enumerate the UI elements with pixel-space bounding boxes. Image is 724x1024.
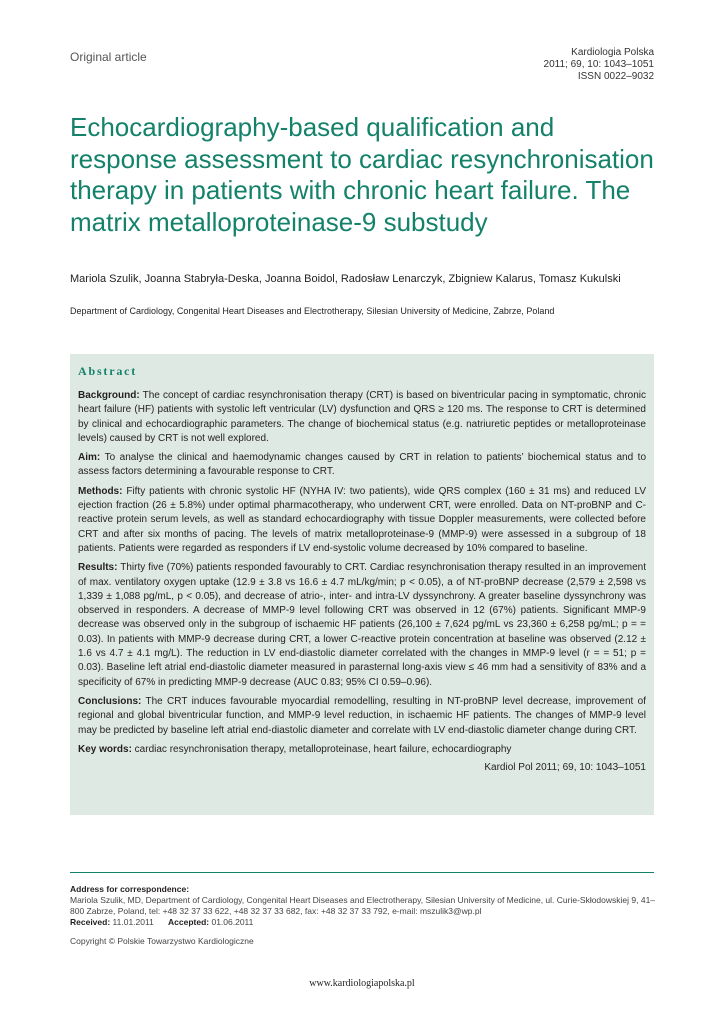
aim-text: To analyse the clinical and haemodynamic changes caused by CRT in relation to patients’ biochemical status and to assess factors determining a favourable response to CRT. xyxy=(78,452,646,478)
abstract-conclusions xyxy=(78,695,646,738)
dates-line xyxy=(70,917,660,928)
article-type: Original article xyxy=(70,50,147,64)
keywords-text: cardiac resynchronisation therapy, metalloproteinase, heart failure, echocardiography xyxy=(131,743,512,755)
aim-label: Aim: xyxy=(78,452,101,464)
abstract-results xyxy=(78,561,646,690)
accepted-label: Accepted: xyxy=(168,917,210,927)
abstract-keywords xyxy=(78,743,646,757)
journal-info xyxy=(544,47,654,83)
abstract-aim xyxy=(78,451,646,480)
copyright: Copyright © Polskie Towarzystwo Kardiologiczne xyxy=(70,936,254,946)
results-text: Thirty five (70%) patients responded favourably to CRT. Cardiac resynchronisation therapy resulted in an improvement of max. ventilatory oxygen uptake (12.9 ± 3.8 vs 16.6 ± 4.7 mL/kg/min; p < 0.05), a of NT-proBNP decrease (2,579 ± 2,598 vs 1,339 ± 1,088 pg/mL, p < 0.05), and decrease of atrio-, inter- and intra-LV dyssynchrony. A greater baseline dyssynchrony was observed in responders. A decrease of MMP-9 level following CRT was observed in 12 (67%) patients. Significant MMP-9 decrease was observed only in the subgroup of ischaemic HF patients (26,100 ± 7,624 pg/mL vs 23,360 ± 6,258 pg/mL; p = = 0.03). In patients with MMP-9 decrease during CRT, a lower C-reactive protein concentration at baseline was observed (2.12 ± 1.6 vs 4.7 ± 4.1 mg/L). The reduction in LV end-diastolic diameter correlated with the changes in MMP-9 level (r = = 51; p = 0.03). Baseline left atrial end-diastolic diameter measured in parasternal long-axis view ≤ 46 mm had a sensitivity of 83% and a specificity of 67% in predicting MMP-9 decrease (AUC 0.83; 95% CI 0.59–0.96). xyxy=(78,562,646,688)
results-label: Results: xyxy=(78,562,118,574)
website-link[interactable]: www.kardiologiapolska.pl xyxy=(309,978,415,989)
conclusions-label: Conclusions: xyxy=(78,695,142,707)
authors: Mariola Szulik, Joanna Stabryła-Deska, Joanna Boidol, Radosław Lenarczyk, Zbigniew Kalarus, Tomasz Kukulski xyxy=(70,273,621,285)
abstract-box xyxy=(70,354,654,815)
received-label: Received: xyxy=(70,917,111,927)
citation: Kardiol Pol 2011; 69, 10: 1043–1051 xyxy=(484,762,646,774)
methods-text: Fifty patients with chronic systolic HF (NYHA IV: two patients), wide QRS complex (160 ± 31 ms) and reduced LV ejection fraction (26 ± 5.8%) under optimal pharmacotherapy, who underwent CRT, were enrolled. Data on NT-proBNP and C-reactive protein serum levels, as well as standard echocardiography with tissue Doppler measurements, were collected before CRT and after six months of pacing. The levels of matrix metalloproteinase-9 (MMP-9) were assessed in a subgroup of 18 patients. Patients were regarded as responders if LV end-systolic volume decreased by 10% compared to baseline. xyxy=(78,485,646,554)
article-title: Echocardiography-based qualification and response assessment to cardiac resynchronisation therapy in patients with chronic heart failure. The matrix metalloproteinase-9 substudy xyxy=(70,112,654,237)
correspondence-heading: Address for correspondence: xyxy=(70,884,190,894)
divider-line xyxy=(70,872,654,873)
received-date: 11.01.2011 xyxy=(112,917,154,927)
correspondence-text: Mariola Szulik, MD, Department of Cardiology, Congenital Heart Diseases and Electrotherapy, Silesian University of Medicine, ul. Curie-Skłodowskiej 9, 41–800 Zabrze, Poland, tel: +48 32 37 33 622, +48 32 37 33 682, fax: +48 32 37 33 792, e-mail: mszulik3@wp.pl xyxy=(70,895,656,916)
abstract-background xyxy=(78,389,646,446)
correspondence xyxy=(70,884,660,928)
affiliation: Department of Cardiology, Congenital Heart Diseases and Electrotherapy, Silesian University of Medicine, Zabrze, Poland xyxy=(70,306,555,316)
journal-issn: ISSN 0022–9032 xyxy=(577,71,654,82)
background-label: Background: xyxy=(78,390,140,401)
journal-name: Kardiologia Polska xyxy=(571,47,654,58)
abstract-methods xyxy=(78,485,646,556)
abstract-heading: Abstract xyxy=(78,364,138,378)
keywords-label: Key words: xyxy=(78,743,132,755)
methods-label: Methods: xyxy=(78,485,123,497)
conclusions-text: The CRT induces favourable myocardial remodelling, resulting in NT-proBNP level decrease, improvement of regional and global biventricular function, and MMP-9 level reduction, in ischaemic HF patients. The changes of MMP-9 level may be predicted by baseline left atrial end-diastolic diameter and correlate with LV end-diastolic diameter change during CRT. xyxy=(78,695,646,736)
journal-issue: 2011; 69, 10: 1043–1051 xyxy=(543,59,654,70)
accepted-date: 01.06.2011 xyxy=(211,917,254,927)
background-text: The concept of cardiac resynchronisation therapy (CRT) is based on biventricular pacing in symptomatic, chronic heart failure (HF) patients with systolic left ventricular (LV) dysfunction and QRS ≥ 120 ms. The response to CRT is determined by clinical and echocardiographic parameters. The change of biochemical status (e.g. natriuretic peptides or metalloproteinase levels) caused by CRT is not well explored. xyxy=(78,390,646,444)
